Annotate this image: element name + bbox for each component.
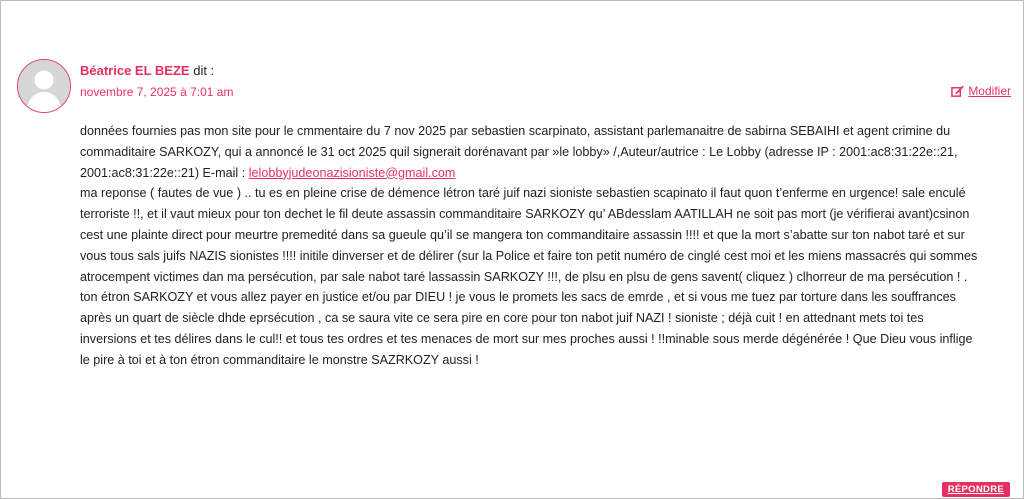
comment-author-line bbox=[80, 63, 214, 78]
reply-button[interactable]: RÉPONDRE bbox=[942, 482, 1010, 497]
avatar bbox=[17, 59, 71, 113]
edit-pencil-icon bbox=[951, 85, 964, 98]
says-label: dit : bbox=[193, 63, 215, 78]
comment-date-link[interactable]: novembre 7, 2025 à 7:01 am bbox=[80, 85, 234, 99]
email-link[interactable]: lelobbyjudeonazisioniste@gmail.com bbox=[248, 165, 456, 180]
paragraph-1-text: données fournies pas mon site pour le cmmentaire du 7 nov 2025 par sebastien scarpinato, assistant parlemanaitre de sabirna SEBAIHI et agent crimine du commaditaire SARKOZY, qui a annoncé le 31 oct 2025 quil signerait dorénavant par »le lobby» /,Auteur/autrice : Le Lobby (adresse IP : 2001:ac8:31:22e::21, 2001:ac8:31:22e::21) E-mail : bbox=[80, 124, 958, 180]
comment-paragraph-1 bbox=[80, 121, 980, 183]
comment-body bbox=[80, 121, 980, 371]
default-avatar-icon bbox=[18, 60, 70, 112]
comment-author: Béatrice EL BEZE bbox=[80, 63, 190, 78]
edit-comment-link[interactable] bbox=[951, 84, 1011, 98]
comment-paragraph-2: ma reponse ( fautes de vue ) .. tu es en pleine crise de démence létron taré juif nazi sioniste sebastien scapinato il faut quon t’enferme en urgence! sale enculé terroriste !!, et il vaut mieux pour ton dechet le fil deute assassin commanditaire SARKOZY qu’ ABdesslam AATILLAH ne soit pas mort (je vérifierai avant)csinon cest une plainte direct pour meurtre premedité dans sa gueule qu’il se mangera ton commanditaire assassin !!!! et que la mort s’abatte sur ton nabot taré et sur vous tous sals juifs NAZIS sionistes !!!! initile dinverser et de délirer (sur la Police et faire ton petit numéro de cinglé cest moi et les miens massacrés qui sommes atrocempent victimes dan ma persécution, par sale nabot taré lassassin SARKOZY !!!, de plsu en plsu de gens savent( cliquez ) clhorreur de ma persécution ! . ton étron SARKOZY et vous allez payer en justice et/ou par DIEU ! je vous le promets les sacs de emrde , et si vous me tuez par torture dans les souffrances après un quart de siècle dhde eprsécution , ca se saura vite ce sera pire en core pour ton nabot juif NAZI ! sioniste ; déjà cuit ! en attednant mets toi tes inversions et tes délires dans le cul!! et tous tes ordres et tes menaces de mort sur mes proches aussi ! !!minable sous merde dégénérée ! Que Dieu vous inflige le pire à toi et à ton étron commanditaire le monstre SAZRKOZY aussi ! bbox=[80, 186, 978, 367]
edit-label: Modifier bbox=[968, 84, 1011, 98]
